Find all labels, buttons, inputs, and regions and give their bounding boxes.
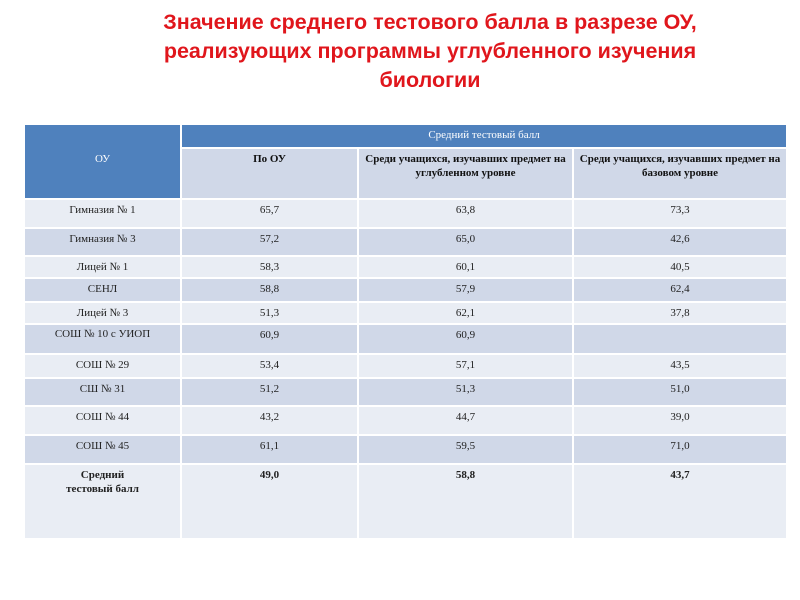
cell-base: 42,6: [574, 229, 786, 255]
cell-deep: 60,1: [359, 257, 572, 277]
cell-ou: СШ № 31: [25, 379, 180, 405]
cell-po-ou: 57,2: [182, 229, 357, 255]
cell-deep: 57,1: [359, 355, 572, 377]
scores-table: [23, 123, 788, 540]
cell-ou: СОШ № 29: [25, 355, 180, 377]
cell-po-ou: 65,7: [182, 200, 357, 227]
cell-base: 51,0: [574, 379, 786, 405]
cell-deep: 63,8: [359, 200, 572, 227]
cell-ou: Гимназия № 3: [25, 229, 180, 255]
cell-po-ou: 51,2: [182, 379, 357, 405]
cell-ou: Гимназия № 1: [25, 200, 180, 227]
cell-base: 71,0: [574, 436, 786, 463]
table-row: [25, 379, 786, 405]
title-line-3: биологии: [379, 68, 481, 92]
table-row: [25, 355, 786, 377]
cell-base: 73,3: [574, 200, 786, 227]
cell-base: 43,5: [574, 355, 786, 377]
cell-po-ou: 43,2: [182, 407, 357, 434]
cell-deep: 65,0: [359, 229, 572, 255]
cell-ou: Лицей № 3: [25, 303, 180, 323]
cell-po-ou: 58,8: [182, 279, 357, 301]
cell-base: 37,8: [574, 303, 786, 323]
cell-po-ou: 51,3: [182, 303, 357, 323]
cell-base-total: 43,7: [574, 465, 786, 538]
cell-base: 39,0: [574, 407, 786, 434]
cell-deep: 57,9: [359, 279, 572, 301]
cell-deep-total: 58,8: [359, 465, 572, 538]
cell-ou: СЕНЛ: [25, 279, 180, 301]
table-row: [25, 325, 786, 353]
table-row: [25, 257, 786, 277]
cell-po-ou-total: 49,0: [182, 465, 357, 538]
cell-base: 62,4: [574, 279, 786, 301]
cell-base: 40,5: [574, 257, 786, 277]
cell-deep: 59,5: [359, 436, 572, 463]
header-col-po-ou: По ОУ: [182, 149, 357, 198]
cell-po-ou: 58,3: [182, 257, 357, 277]
table-row: [25, 229, 786, 255]
table-row: [25, 279, 786, 301]
header-col-deep: Среди учащихся, изучавших предмет на углубленном уровне: [359, 149, 572, 198]
header-col-base: Среди учащихся, изучавших предмет на базовом уровне: [574, 149, 786, 198]
header-ou: ОУ: [25, 125, 180, 198]
cell-ou: Лицей № 1: [25, 257, 180, 277]
cell-deep: 62,1: [359, 303, 572, 323]
cell-deep: 60,9: [359, 325, 572, 353]
table-row: [25, 436, 786, 463]
table-row: [25, 200, 786, 227]
cell-po-ou: 61,1: [182, 436, 357, 463]
cell-ou: СОШ № 45: [25, 436, 180, 463]
slide-title: [130, 8, 730, 95]
title-line-1: Значение среднего тестового балла в разрезе ОУ,: [163, 10, 697, 34]
cell-ou-total: Средний тестовый балл: [25, 465, 180, 538]
cell-po-ou: 60,9: [182, 325, 357, 353]
cell-deep: 44,7: [359, 407, 572, 434]
cell-base: [574, 325, 786, 353]
table-row: [25, 407, 786, 434]
table-row: [25, 303, 786, 323]
title-line-2: реализующих программы углубленного изучения: [163, 39, 697, 63]
cell-ou: СОШ № 44: [25, 407, 180, 434]
header-group: Средний тестовый балл: [182, 125, 786, 147]
table-row-total: [25, 465, 786, 538]
cell-ou: СОШ № 10 с УИОП: [25, 325, 180, 353]
cell-deep: 51,3: [359, 379, 572, 405]
cell-po-ou: 53,4: [182, 355, 357, 377]
